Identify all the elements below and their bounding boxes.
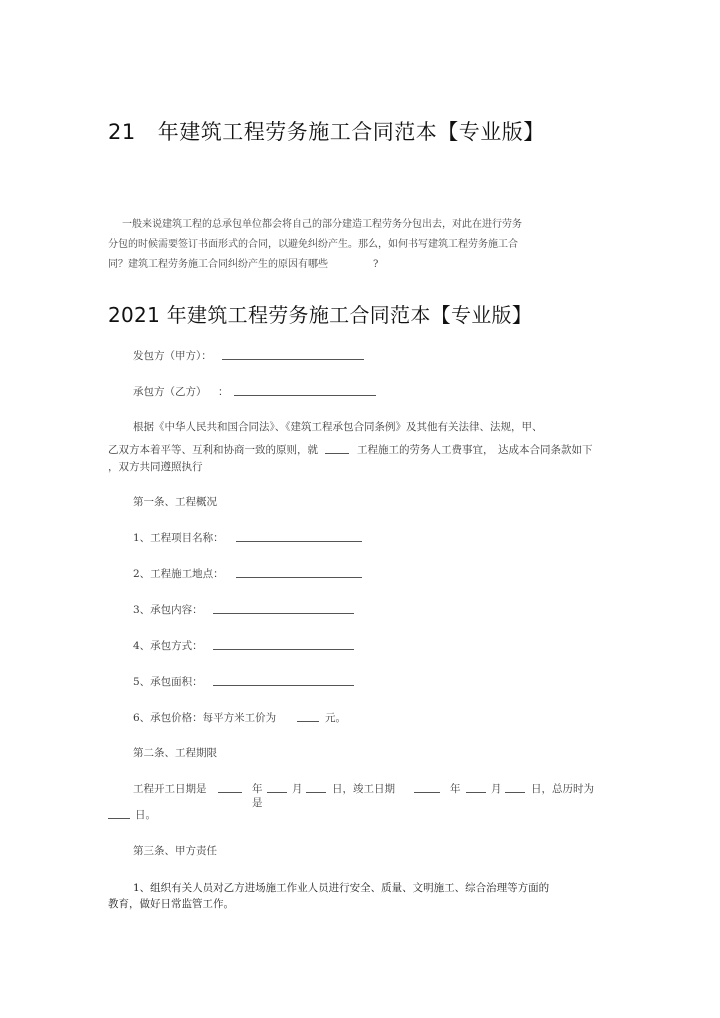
item-contract-area: 5、承包面积： xyxy=(133,676,203,688)
end-year-blank xyxy=(414,792,440,793)
start-year-blank xyxy=(218,792,242,793)
start-day-blank xyxy=(306,792,326,793)
start-month-label: 月 xyxy=(292,783,303,795)
preamble-line-1: 根据《中华人民共和国合同法》、《建筑工程承包合同条例》及其他有关法律、法规，甲、 xyxy=(133,421,543,433)
article-3-item-1-line-1: 1、组织有关人员对乙方进场施工作业人员进行安全、质量、文明施工、综合治理等方面的 xyxy=(133,882,550,894)
end-day-blank xyxy=(505,792,525,793)
start-date-label: 工程开工日期是 xyxy=(133,783,207,795)
item-contract-content-blank xyxy=(213,613,354,614)
item-project-location-blank xyxy=(236,577,362,578)
item-contract-price-blank xyxy=(297,721,319,722)
party-a-blank xyxy=(222,359,364,360)
party-b-label: 承包方（乙方） xyxy=(133,386,207,398)
item-project-location: 2、工程施工地点： xyxy=(133,568,224,580)
end-year-label: 年 xyxy=(450,783,461,795)
party-b-blank xyxy=(234,395,376,396)
preamble-line-2c: 达成本合同条款如下 xyxy=(498,444,593,456)
project-name-blank xyxy=(325,453,349,454)
end-month-label: 月 xyxy=(491,783,502,795)
intro-line-3: 同？建筑工程劳务施工合同纠纷产生的原因有哪些 xyxy=(108,259,328,270)
start-year-sub-label: 是 xyxy=(252,797,263,809)
article-3-item-1-line-2: 教育，做好日常监管工作。 xyxy=(108,898,234,910)
item-contract-content: 3、承包内容： xyxy=(133,604,203,616)
title-text: 年建筑工程劳务施工合同范本【专业版】 xyxy=(157,120,545,144)
end-month-blank xyxy=(466,792,486,793)
start-year-label: 年 xyxy=(252,783,263,795)
start-month-blank xyxy=(267,792,287,793)
item-contract-method: 4、承包方式： xyxy=(133,640,203,652)
article-2-heading: 第二条、工程期限 xyxy=(133,747,217,759)
total-duration-label: 日，总历时为 xyxy=(531,783,594,795)
item-contract-area-blank xyxy=(213,685,354,686)
party-b-colon: ： xyxy=(218,386,229,398)
intro-line-1: 一般来说建筑工程的总承包单位都会将自己的部分建造工程劳务分包出去，对此在进行劳务 xyxy=(122,219,522,230)
document-title xyxy=(108,116,545,146)
contract-title: 2021 年建筑工程劳务施工合同范本【专业版】 xyxy=(108,303,533,327)
title-year-fragment: 21 xyxy=(108,120,136,144)
intro-question-mark: ? xyxy=(373,259,379,270)
price-unit: 元。 xyxy=(325,712,346,724)
end-date-label: 日，竣工日期 xyxy=(332,783,395,795)
item-project-name-blank xyxy=(236,541,362,542)
preamble-line-2b: 工程施工的劳务人工费事宜， xyxy=(357,444,494,456)
intro-line-2: 分包的时候需要签订书面形式的合同，以避免纠纷产生。那么，如何书写建筑工程劳务施工合 xyxy=(108,239,518,250)
party-a-label: 发包方（甲方）： xyxy=(133,350,212,362)
preamble-line-3: ，双方共同遵照执行 xyxy=(108,461,203,473)
preamble-line-2a: 乙双方本着平等、互利和协商一致的原则，就 xyxy=(108,444,318,456)
total-days-blank xyxy=(108,818,130,819)
article-3-heading: 第三条、甲方责任 xyxy=(133,845,217,857)
item-project-name: 1、工程项目名称： xyxy=(133,532,224,544)
item-contract-price: 6、承包价格：每平方米工价为 xyxy=(133,712,277,724)
article-1-heading: 第一条、工程概况 xyxy=(133,496,217,508)
total-days-unit: 日。 xyxy=(135,809,156,821)
item-contract-method-blank xyxy=(213,649,354,650)
